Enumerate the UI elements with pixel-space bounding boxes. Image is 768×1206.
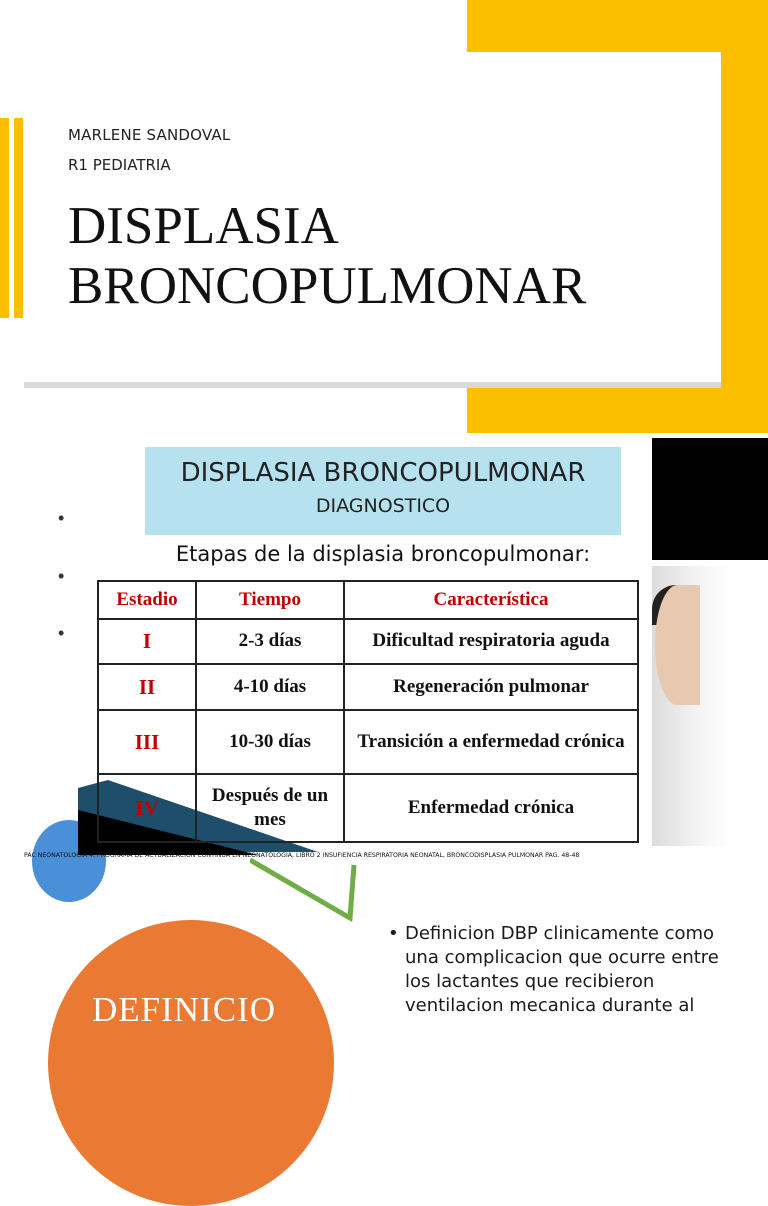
orange-circle-decoration — [48, 920, 334, 1206]
table-heading: Etapas de la displasia broncopulmonar: — [175, 542, 591, 566]
banner-title: DISPLASIA BRONCOPULMONAR — [180, 458, 586, 488]
left-accent-bar — [0, 118, 9, 318]
stage-time: 2-3 días — [196, 619, 344, 663]
slide-title-line-1: DISPLASIA — [68, 197, 339, 255]
title-divider — [24, 382, 721, 388]
bullet-dot: • — [58, 623, 65, 643]
left-accent-bar-2 — [14, 118, 23, 318]
table-row — [98, 619, 638, 663]
stage-feature: Dificultad respiratoria aguda — [344, 619, 638, 663]
stage-feature: Regeneración pulmonar — [344, 664, 638, 710]
stage-number: IV — [98, 774, 196, 842]
definition-label: DEFINICIO — [92, 990, 276, 1029]
stages-table — [97, 580, 639, 843]
bullet-dot: • — [58, 508, 65, 528]
stage-feature: Enfermedad crónica — [344, 774, 638, 842]
banner-subtitle: DIAGNOSTICO — [315, 495, 451, 517]
stage-number: III — [98, 710, 196, 774]
book-cover-image — [652, 438, 768, 560]
definition-item: • Definicion DBP clinicamente como una complicacion que ocurre entre los lactantes que recibieron ventilacion mecanica durante al — [388, 922, 748, 1018]
citation-text: PAC NEONATOLOGIA 4. PROGRAMA DE ACTUALIZACION CONTINUA EN NEONATOLOGIA, LIBRO 2 INSUFIENCIA RESPIRATORIA NEONATAL, BRONCODISPLASIA PULMONAR PAG. 48-48 — [24, 852, 580, 859]
stage-time: Después de un mes — [196, 774, 344, 842]
stage-number: I — [98, 619, 196, 663]
column-header: Tiempo — [196, 581, 344, 619]
stage-number: II — [98, 664, 196, 710]
stage-time: 4-10 días — [196, 664, 344, 710]
table-row — [98, 664, 638, 710]
stage-feature: Transición a enfermedad crónica — [344, 710, 638, 774]
bullet-dot: • — [58, 566, 65, 586]
slide-title — [68, 196, 586, 316]
column-header: Estadio — [98, 581, 196, 619]
stage-time: 10-30 días — [196, 710, 344, 774]
slide-title-line-2: BRONCOPULMONAR — [68, 257, 587, 315]
table-row — [98, 774, 638, 842]
table-row — [98, 710, 638, 774]
definition-list — [388, 922, 748, 1018]
column-header: Característica — [344, 581, 638, 619]
author-name: MARLENE SANDOVAL — [68, 126, 231, 144]
table-header-row — [98, 581, 638, 619]
portrait-face — [655, 585, 700, 705]
green-chevron-decoration — [250, 850, 370, 930]
author-role: R1 PEDIATRIA — [68, 156, 171, 174]
